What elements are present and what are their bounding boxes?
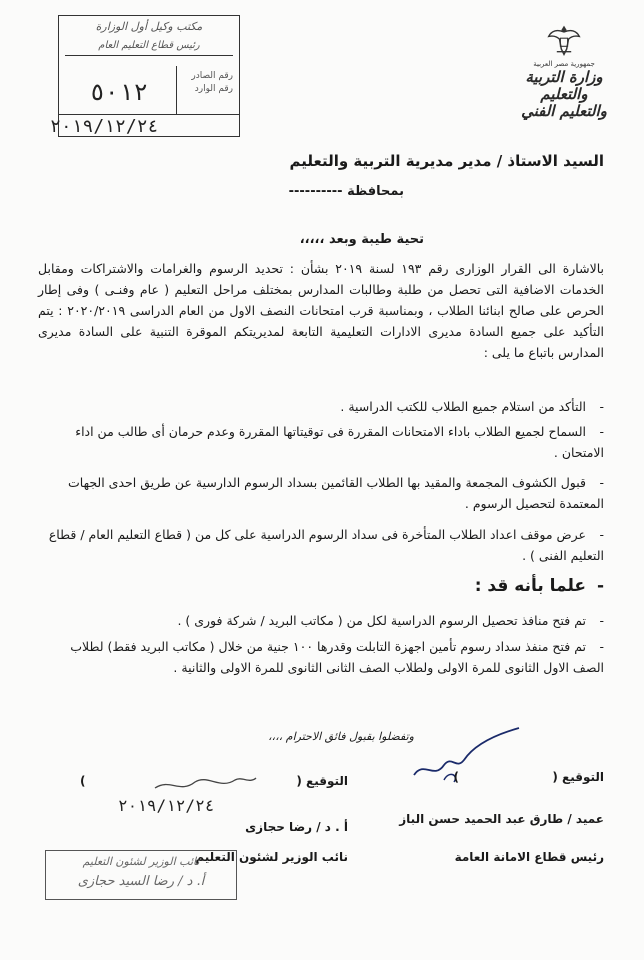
greeting: تحية طيبة وبعد ،،،،، <box>299 232 424 247</box>
stamp-incoming-label: رقم الوارد <box>194 84 233 94</box>
bullet-text: التأكد من استلام جميع الطلاب للكتب الدراسية . <box>340 399 586 414</box>
notice-title-text: علما بأنه قد : <box>474 576 586 596</box>
left-signature-close: ) <box>80 774 86 788</box>
left-signature-label: التوقيع ( <box>296 774 348 788</box>
stamp-office-line: مكتب وكيل أول الوزارة <box>95 20 203 33</box>
left-signer-name: أ . د / رضا حجازى <box>245 820 348 834</box>
right-signature-label: التوقيع ( <box>552 770 604 784</box>
official-name-stamp <box>45 850 237 900</box>
addressee-line2: بمحافظة ---------- <box>288 184 404 199</box>
right-signer-title: رئيس قطاع الامانة العامة <box>454 850 604 864</box>
addressee-line1: السيد الاستاذ / مدير مديرية التربية والتعليم <box>289 152 604 170</box>
egypt-eagle-icon <box>546 22 582 58</box>
bullet-text: عرض موقف اعداد الطلاب المتأخرة فى سداد الرسوم الدراسية على كل من ( قطاع التعليم العام / قطاع التعليم الفنى ) . <box>48 527 604 563</box>
ministry-header <box>504 22 624 120</box>
intro-paragraph: بالاشارة الى القرار الوزارى رقم ١٩٣ لسنة ٢٠١٩ بشأن : تحديد الرسوم والغرامات والاشتراكات ومقابل الخدمات الاضافية التى تحصل من طلبة وطالبات المدارس بمختلف مراحل التعليم ( عام وفنـى ) وفى إطار الحرص على صالح ابنائنا الطلاب ، وبمناسبة قرب امتحانات النصف الاول من العام الدراسى ٢٠٢٠/٢٠١٩ : يتم التأكيد على جميع السادة مديرى الادارات التعليمية التابعة لمديريتكم الموقرة التنبية على السادة مديرى المدارس باتباع ما يلى : <box>38 261 604 360</box>
bullet-text: السماح لجميع الطلاب باداء الامتحانات المقررة فى توقيتاتها المقررة وعدم حرمان أى طالب من اداء الامتحان . <box>75 424 604 460</box>
stamp-name: أ. د / رضا السيد حجازى <box>77 874 205 889</box>
left-signer-title: نائب الوزير لشئون التعليم <box>195 850 348 864</box>
stamp-export-label: رقم الصادر <box>191 71 233 81</box>
republic-label: جمهورية مصر العربية <box>533 60 595 68</box>
notice-title: -علما بأنه قد : <box>474 576 604 596</box>
notice-item: -تم فتح منفذ سداد رسوم تأمين اجهزة التابلت وقدرها ١٠٠ جنية من خلال ( مكاتب البريد فقط) لطلاب الصف الاول الثانوى للمرة الاولى ولطلاب الصف الثانى الثانوى للمرة الاولى والثانية . <box>70 639 604 675</box>
stamp-labels <box>191 70 233 96</box>
notice-item: -تم فتح منافذ تحصيل الرسوم الدراسية لكل من ( مكاتب البريد / شركة فورى ) . <box>177 613 604 628</box>
bullet-item: -التأكد من استلام جميع الطلاب للكتب الدراسية . <box>340 399 604 414</box>
right-signature-close: ) <box>453 770 459 784</box>
bullet-item: -عرض موقف اعداد الطلاب المتأخرة فى سداد الرسوم الدراسية على كل من ( قطاع التعليم العام / قطاع التعليم الفنى ) . <box>48 527 604 563</box>
bullet-text: قبول الكشوف المجمعة والمقيد بها الطلاب القائمين بسداد الرسوم الدارسية عن طريق احدى الجهات المعتمدة لتحصيل الرسوم . <box>68 475 604 511</box>
courtesy-closing: وتفضلوا بقبول فائق الاحترام ،،،، <box>268 730 414 743</box>
stamp-divider <box>176 66 177 114</box>
right-signer-name: عميد / طارق عبد الحميد حسن الباز <box>399 812 604 826</box>
stamp-sector-line: رئيس قطاع التعليم العام <box>65 40 233 56</box>
notice-text: تم فتح منفذ سداد رسوم تأمين اجهزة التابلت وقدرها ١٠٠ جنية من خلال ( مكاتب البريد فقط) لطلاب الصف الاول الثانوى للمرة الاولى ولطلاب الصف الثانى الثانوى للمرة الاولى والثانية . <box>70 639 604 675</box>
left-signature-date: ٢٠١٩/١٢/٢٤ <box>118 796 215 815</box>
stamp-number: ٥٠١٢ <box>90 78 148 106</box>
stamp-separator <box>59 114 239 115</box>
stamp-title: نائب الوزير لشئون التعليم <box>82 855 200 868</box>
bullet-item: -قبول الكشوف المجمعة والمقيد بها الطلاب القائمين بسداد الرسوم الدارسية عن طريق احدى الجهات المعتمدة لتحصيل الرسوم . <box>68 475 604 511</box>
ministry-name-line2: والتعليم الفني <box>521 102 607 120</box>
bullet-item: -السماح لجميع الطلاب باداء الامتحانات المقررة فى توقيتاتها المقررة وعدم حرمان أى طالب من اداء الامتحان . <box>75 424 604 460</box>
stamp-date: ٢٠١٩/١٢/٢٤ <box>50 116 159 137</box>
right-signature-scribble <box>404 720 524 790</box>
notice-text: تم فتح منافذ تحصيل الرسوم الدراسية لكل من ( مكاتب البريد / شركة فورى ) . <box>177 613 586 628</box>
ministry-name-line1: وزارة التربية والتعليم <box>525 68 603 103</box>
